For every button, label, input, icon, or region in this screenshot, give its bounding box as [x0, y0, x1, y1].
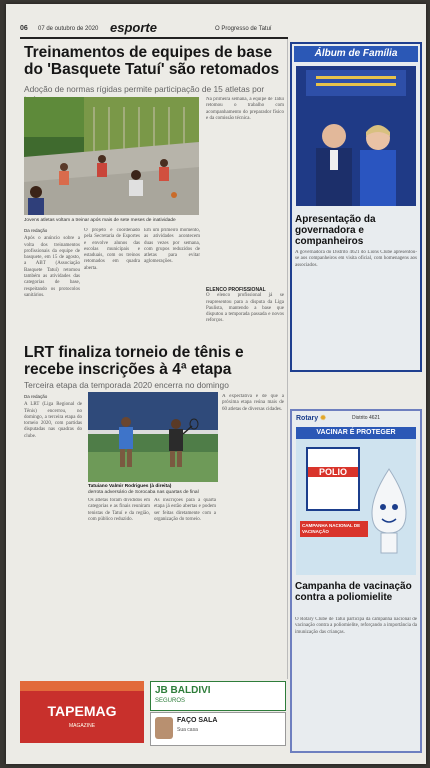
faco-sala-title: FAÇO SALA	[177, 717, 218, 724]
issue-date: 07 de outubro de 2020	[38, 26, 99, 32]
article1-col5	[206, 284, 284, 340]
page-number: 06	[20, 25, 28, 32]
article2-col2	[88, 498, 150, 678]
tapemag-subtitle: MAGAZINE	[68, 723, 96, 729]
article1-paragraph: Após o anúncio sobre a volta dos treinamentos profissionais da equipe de basquete, em 15 de agosto, a ABT (Associação Basquete Tatuí) retomou também as atividades das categorias de base, respeitando os protocolos sanitários.	[24, 236, 80, 298]
article2-col1	[24, 394, 82, 679]
section-title: esporte	[110, 20, 157, 35]
article1-subhead: Adoção de normas rígidas permite participação de 15 atletas por	[24, 84, 265, 94]
article1-col2	[84, 228, 140, 340]
article2-subhead: Terceira etapa da temporada 2020 encerra no domingo	[24, 380, 229, 390]
tapemag-ad-stripe	[20, 681, 144, 691]
publication-name: O Progresso de Tatuí	[215, 26, 272, 32]
tapemag-ad	[20, 681, 144, 743]
article1-paragraph: Em um primeiro momento, as atividades acontecem duas vezes por semana, com grupos reduzidos de atletas para evitar aglomerações.	[144, 228, 200, 265]
article1-photo	[24, 97, 199, 215]
baldivi-title: JB BALDIVI	[155, 685, 211, 696]
vaccination-box	[290, 409, 422, 753]
rotary-district: Distrito 4621	[352, 415, 381, 421]
rotary-logo	[296, 414, 326, 422]
article2-col4	[222, 394, 284, 678]
newspaper-page	[6, 4, 426, 764]
vaccine-poster	[296, 427, 416, 575]
header-rule	[20, 37, 288, 39]
article2-photo	[88, 392, 218, 482]
article2-photo-caption	[88, 484, 218, 496]
mascot-drop-icon	[366, 467, 412, 557]
article1-subsection-title: ELENCO PROFISSIONAL	[206, 287, 266, 293]
article2-paragraph: A LRT (Liga Regional de Tênis) encerrou, no domingo, a terceira etapa do torneio 2020, com partidas disputadas nas quadras do clube.	[24, 402, 82, 439]
page-header	[20, 22, 420, 36]
article1-headline: Treinamentos de equipes de base do 'Basquete Tatuí' são retomados	[24, 44, 280, 78]
rotary-wheel-icon: ✹	[320, 415, 327, 422]
article2-headline: LRT finaliza torneio de tênis e recebe inscrições à 4ª etapa	[24, 344, 244, 378]
article1-byline: Da redação	[24, 228, 48, 233]
article1-paragraph: O projeto é coordenado pela Secretaria de Esportes e envolve alunos das escolas municipais e estaduais, com os treinos retomados em quadra aberta.	[84, 228, 140, 271]
campaign-label: CAMPANHA NACIONAL DE VACINAÇÃO	[300, 521, 368, 537]
article1-col1	[24, 228, 80, 340]
family-album-photo	[296, 66, 416, 206]
article2-col3	[154, 498, 216, 678]
polio-calendar-icon	[306, 447, 360, 511]
article1-col4	[206, 97, 284, 282]
column-divider	[287, 39, 288, 679]
vaccine-banner: VACINAR É PROTEGER	[296, 427, 416, 439]
faco-sala-subtitle: Sua casa	[177, 727, 198, 733]
article2-caption-text: derrota adversário de Sorocaba nas quartas de final	[88, 490, 199, 495]
article2-caption-title: Tatuiano Valmir Rodrigues (à direita)	[88, 484, 172, 489]
faco-sala-ad	[150, 712, 286, 746]
family-album-banner: Álbum de Família	[294, 46, 418, 62]
polio-label: POLIO	[308, 467, 358, 477]
article2-paragraph: As inscrições para a quarta etapa já estão abertas e podem ser feitas diretamente com a organização do torneio.	[154, 498, 216, 522]
baldivi-subtitle: SEGUROS	[155, 698, 186, 704]
family-album-box	[290, 42, 422, 372]
article1-photo-caption: Jovens atletas voltam a treinar após mais de sete meses de inatividade	[24, 218, 176, 223]
vaccination-text: O Rotary Clube de Tatuí participa da campanha nacional de vacinação contra a poliomielite, reforçando a importância da imunização das crianças.	[295, 617, 417, 635]
article1-col3	[144, 228, 200, 340]
family-album-headline: Apresentação da governadora e companheiros	[295, 214, 376, 247]
rotary-label: Rotary	[296, 415, 319, 422]
vaccination-headline: Campanha de vacinação contra a poliomielite	[295, 581, 412, 603]
article1-paragraph: Na primeira semana, a equipe de Tatuí retomou o trabalho com acompanhamento do preparador físico e da comissão técnica.	[206, 97, 284, 121]
tapemag-logo: TAPEMAG	[47, 703, 117, 719]
baldivi-ad	[150, 681, 286, 711]
article2-paragraph: Os atletas foram divididos em categorias e as finais reuniram tenistas de Tatuí e da região, com público reduzido.	[88, 498, 150, 522]
article2-byline: Da redação	[24, 394, 48, 399]
faco-sala-avatar	[155, 717, 173, 739]
family-album-text: A governadora do Distrito 4621 do Lions Clube apresentou-se aos companheiros em visita oficial, com homenagens aos associados.	[295, 250, 417, 268]
article1-paragraph: O elenco profissional já se reapresentou para a disputa da Liga Paulista, mantendo a base que disputou a temporada passada e novos reforços.	[206, 293, 284, 324]
article2-paragraph: A expectativa é de que a próxima etapa reúna mais de 60 atletas de diversas cidades.	[222, 394, 284, 412]
